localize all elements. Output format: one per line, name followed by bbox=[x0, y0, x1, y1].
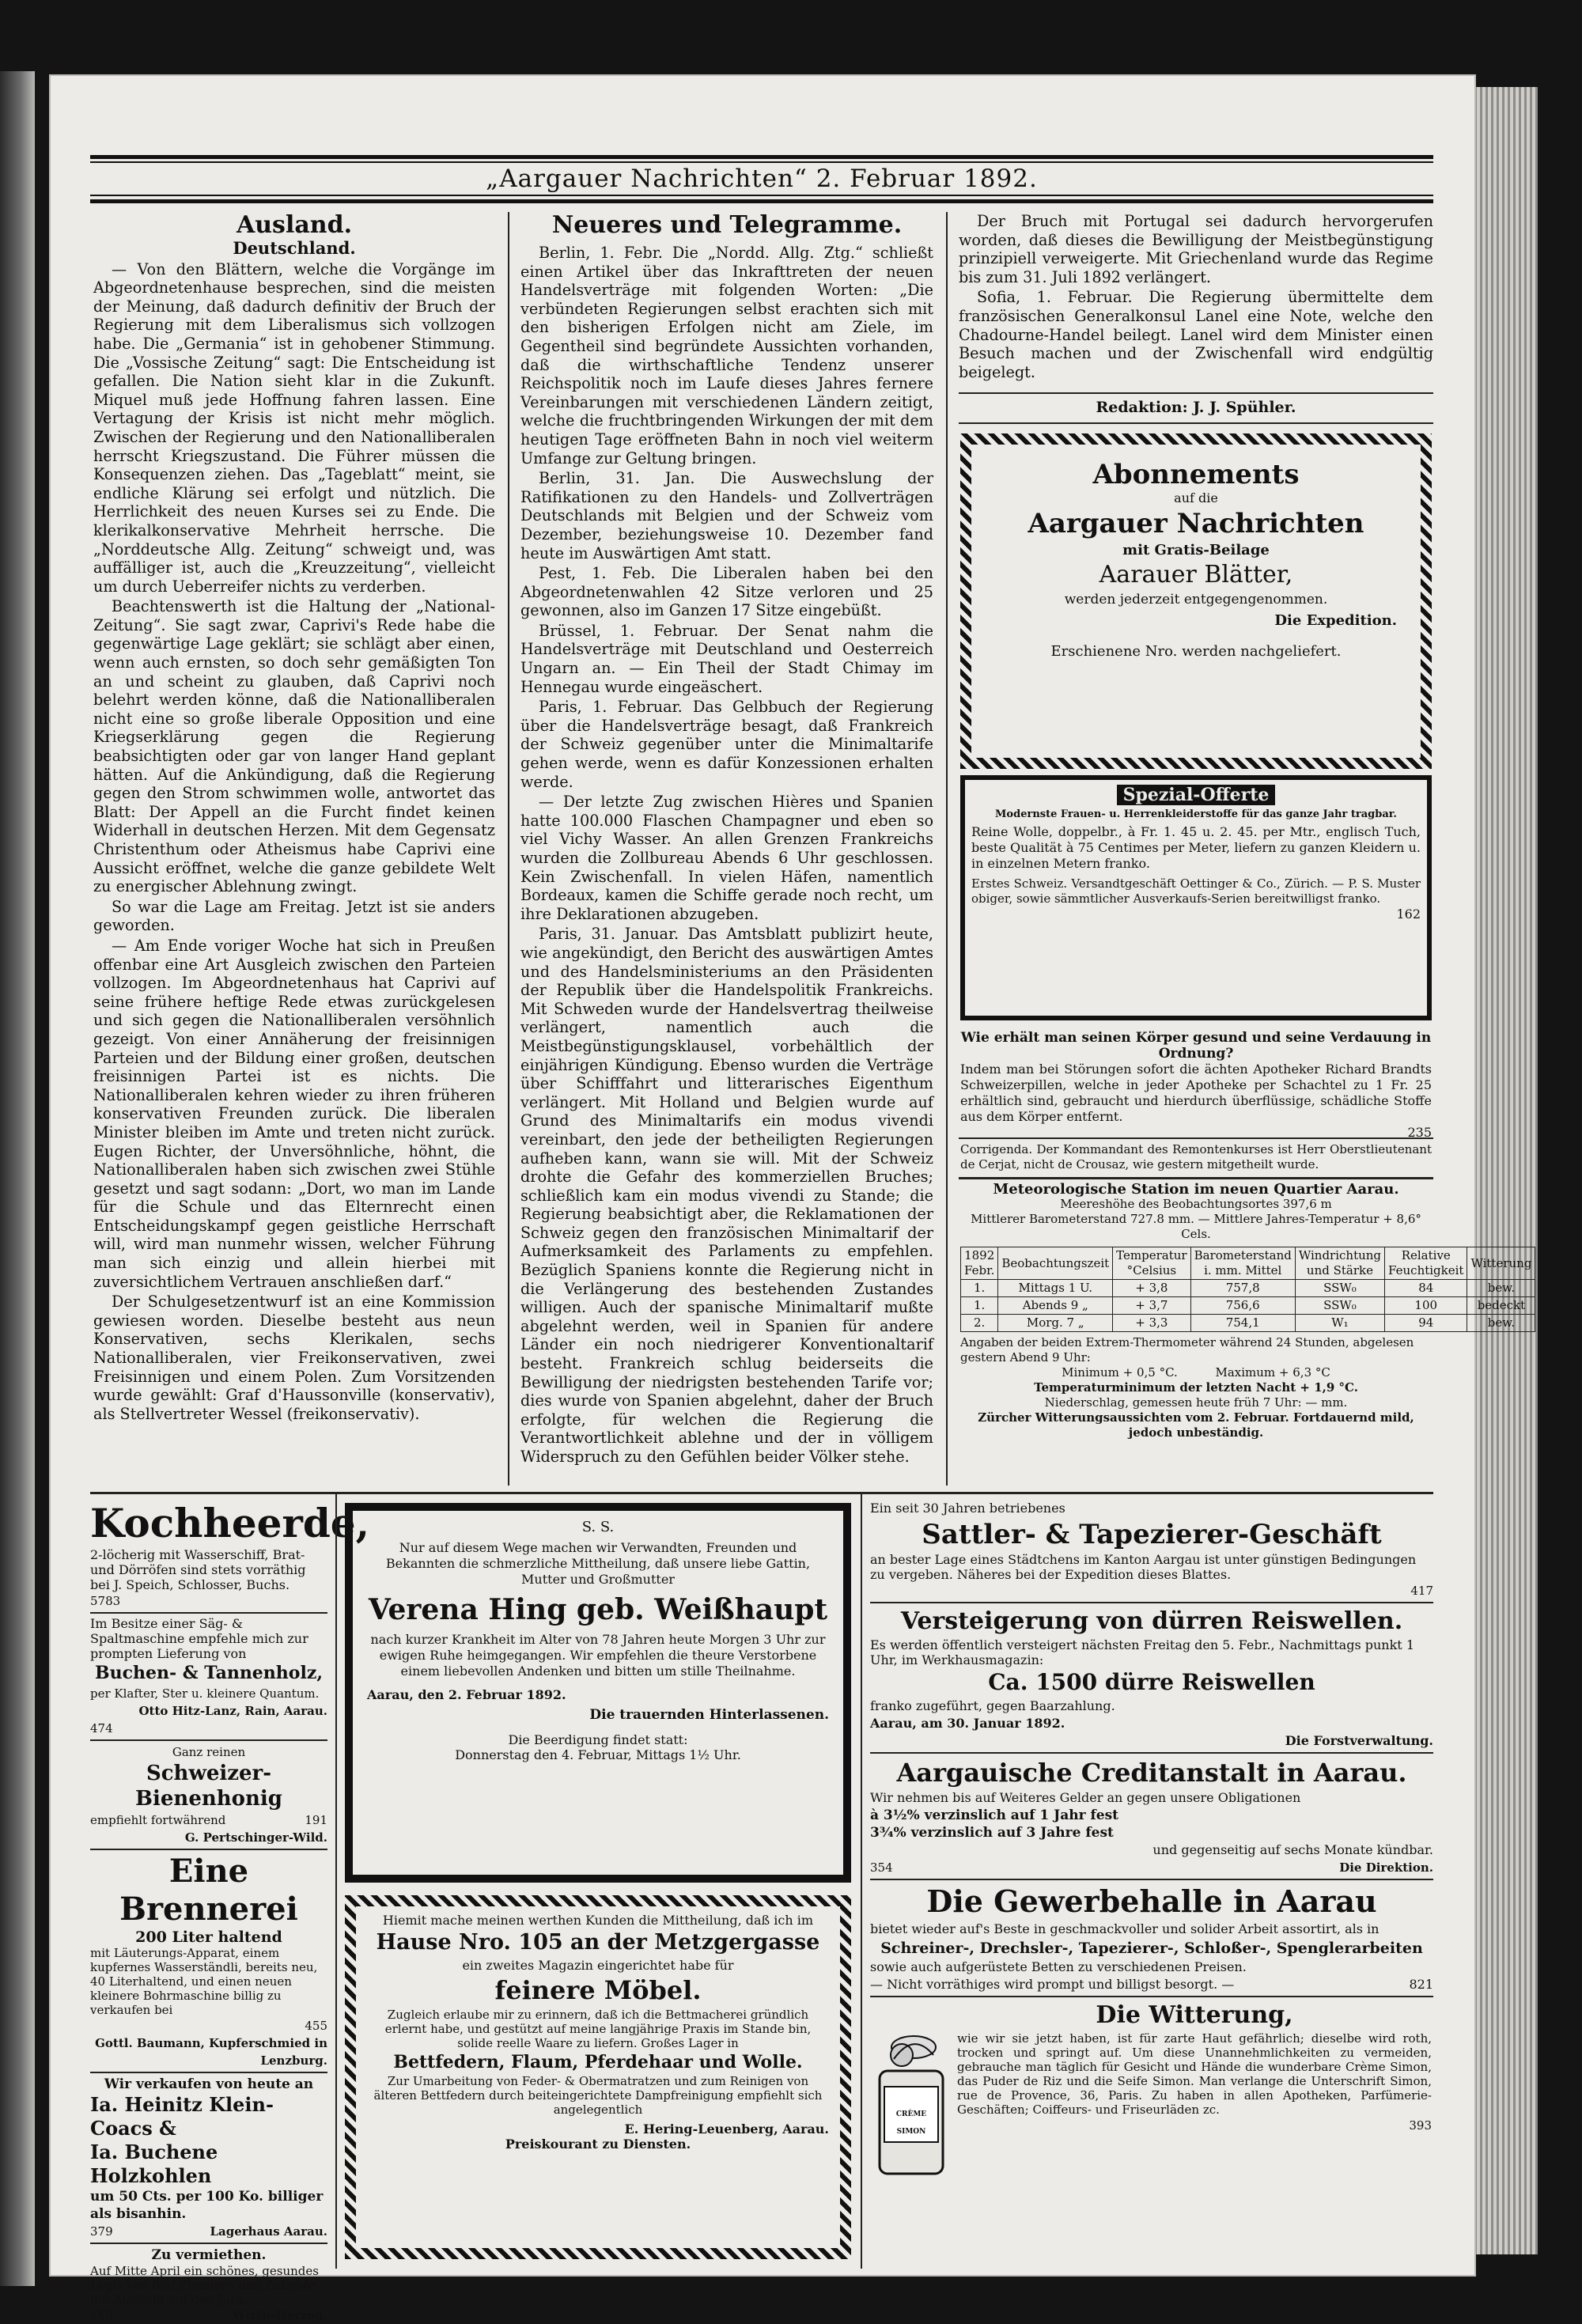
column-ausland bbox=[93, 212, 495, 1486]
ad-number: 821 bbox=[1409, 1977, 1433, 1992]
rule bbox=[959, 422, 1433, 424]
header-rule-top bbox=[90, 155, 1433, 159]
funeral-date: Donnerstag den 4. Februar, Mittags 1½ Uhr. bbox=[455, 1747, 741, 1762]
page-header: „Aargauer Nachrichten“ 2. Februar 1892. bbox=[486, 165, 1038, 193]
meteo-line: Mittlerer Barometerstand 727.8 mm. — Mittlere Jahres-Temperatur + 8,6° Cels. bbox=[971, 1212, 1421, 1241]
corrigenda: Corrigenda. Der Kommandant des Remontenkurses ist Herr Oberstlieutenant de Cerjat, nicht de Crousaz, wie gestern mitgetheilt wurde. bbox=[960, 1142, 1432, 1171]
credit-firm: Die Direktion. bbox=[1339, 1860, 1433, 1875]
rule bbox=[870, 1879, 1433, 1880]
meteo-cell: 94 bbox=[1385, 1315, 1467, 1332]
honig-firm: G. Pertschinger-Wild. bbox=[184, 1830, 327, 1845]
redaktion-line: Redaktion: J. J. Spühler. bbox=[1096, 399, 1296, 416]
rule bbox=[959, 1137, 1433, 1139]
meteo-cell: Mittags 1 U. bbox=[998, 1280, 1113, 1297]
death-notice-date: Aarau, den 2. Februar 1892. bbox=[367, 1687, 566, 1702]
telegram-paragraph: Brüssel, 1. Februar. Der Senat nahm die Handelsverträge mit Deutschland und Oesterreich Ungarn an. — Ein Theil der Stadt Chimay im Hennegau wurde eingeäschert. bbox=[520, 621, 933, 696]
section-subtitle-deutschland: Deutschland. bbox=[233, 238, 356, 258]
rule bbox=[870, 1602, 1433, 1603]
brennerei-sub: 200 Liter haltend bbox=[135, 1928, 282, 1946]
meteo-col-header: Temperatur °Celsius bbox=[1113, 1247, 1190, 1280]
header-rule-top-thin bbox=[90, 161, 1433, 163]
moebel-mid: ein zweites Magazin eingerichtet habe für bbox=[462, 1958, 734, 1973]
meteo-cell: SSW₀ bbox=[1295, 1297, 1384, 1315]
telegram-paragraph: — Der letzte Zug zwischen Hières und Spanien hatte 100.000 Flaschen Champagner und eben so viel Vichy Wasser. An allen Grenzen Frankreichs wurden die Zollbureau Abends 6 Uhr geschlossen. Kein Zwischenfall. In vielen Häfen, namentlich Bordeaux, kamen die Schiffe gerade noch recht, um ihre Deklarationen abzugeben. bbox=[520, 793, 933, 923]
meteo-cell: SSW₀ bbox=[1295, 1280, 1384, 1297]
koerper-ad bbox=[960, 1030, 1432, 1141]
ad-number: 474 bbox=[90, 1721, 113, 1735]
witterung-body: wie wir sie jetzt haben, ist für zarte Haut gefährlich; dieselbe wird roth, trocken und springt auf. Um diese Unannehmlichkeiten zu vermeiden, gebrauche man täglich für Gesicht und Hände die wunderbare Crème Simon, das Puder de Riz und die Seife Simon. Man verlange die Unterschrift Simon, rue de Provence, 36, Paris. Zu haben in allen Apotheken, Parfümerie-Geschäften; Coiffeurs- und Friseurläden zc. bbox=[957, 2031, 1432, 2117]
gewerbe-body: bietet wieder auf's Beste in geschmackvoller und solider Arbeit assortirt, als in bbox=[870, 1921, 1380, 1936]
article-paragraph: — Am Ende voriger Woche hat sich in Preußen offenbar eine Art Ausgleich zwischen den Parteien vollzogen. Im Abgeordnetenhaus hat Caprivi auf seine frühere heftige Rede etwas zurückgelesen und sich gegen die Nationalliberalen versöhnlich gezeigt. Von einer Annäherung der freisinnigen Parteien und der Bildung einer großen, deutschen freisinnigen Partei ist es nichts. Die Nationalliberalen kehren wieder zu ihren früheren konservativen Freunden zurück. Die liberalen Minister bleiben im Amte und treten nicht zurück. Eugen Richter, der Unversöhnliche, höhnt, die Nationalliberalen haben sich zwischen zwei Stühle gesetzt und sagt sodann: „Dort, wo man im Lande für die Schule und das Elternrecht einen Entscheidungskampf gegen geistliche Herrschaft will, wird man nunmehr wissen, welcher Führung man sich einzig und allein hierbei mit zuversichtlichem Vertrauen anschließen darf.“ bbox=[93, 936, 495, 1291]
moebel-product2: Bettfedern, Flaum, Pferdehaar und Wolle. bbox=[393, 2052, 803, 2072]
meteo-table bbox=[960, 1247, 1535, 1332]
jar-icon bbox=[870, 2023, 949, 2182]
column-neueres bbox=[520, 212, 933, 1486]
abonnement-line: mit Gratis-Beilage bbox=[1122, 542, 1270, 558]
meteo-cell: 1. bbox=[961, 1297, 998, 1315]
ad-number: 354 bbox=[870, 1860, 893, 1875]
credit-terms: und gegenseitig auf sechs Monate kündbar. bbox=[1152, 1842, 1433, 1857]
reiswellen-body: Es werden öffentlich versteigert nächsten Freitag den 5. Febr., Nachmittags punkt 1 Uhr, im Werkhausmagazin: bbox=[870, 1637, 1414, 1667]
kochheerde-title: Kochheerde, bbox=[90, 1500, 370, 1546]
meteo-outlook: Zürcher Witterungsaussichten vom 2. Februar. Fortdauernd mild, jedoch unbeständig. bbox=[978, 1410, 1414, 1440]
ad-number: 379 bbox=[90, 2224, 113, 2239]
credit-rate: à 3½% verzinslich auf 1 Jahr fest bbox=[870, 1807, 1119, 1823]
article-paragraph: Der Bruch mit Portugal sei dadurch hervorgerufen worden, daß dieses die Bewilligung der Meistbegünstigung prinzipiell verweigerte. Mit Griechenland wurde das Regime bis zum 31. Juli 1892 verlängert. bbox=[959, 212, 1433, 286]
telegram-paragraph: Paris, 31. Januar. Das Amtsblatt publizirt heute, wie angekündigt, den Bericht des auswärtigen Amtes und des Handelsministeriums an den Präsidenten der Republik über die Handelspolitik Frankreichs. Mit Schweden wurde der Handelsvertrag theilweise verlängert, namentlich auch die Meistbegünstigungsklausel, vorbehältlich der einjährigen Kündigung. Ebenso wurden die Verträge über Schifffahrt und litterarisches Eigenthum verlängert. Mit Holland und Belgien wurde auf Grund des Minimaltarifs ein modus vivendi vereinbart, den jede der betheiligten Regierungen aufheben kann, wann sie will. Mit der Schweiz drohte die Gefahr des kommerziellen Bruches; schließlich kam ein modus vivendi zu Stande; die Regierung beabsichtigt aber, die Reklamationen der Schweiz gegen den französischen Minimaltarif der Aufmerksamkeit des Parlaments zu empfehlen. Bezüglich Spaniens konnte die Regierung nicht in die Verlängerung des bestehenden Zustandes willigen. Auch der spanische Minimaltarif mußte abgelehnt werden, weil in Spanien für andere Länder ein noch niedrigerer Konventionaltarif besteht. Frankreich schlug beiderseits die Bewilligung der niedrigsten bestehenden Tarife vor; dies wurde von Spanien abgelehnt, daher der Bruch erfolgte, für welchen die Regierung die Verantwortlichkeit ablehne und der in völligem Widerspruch zu den Gefühlen beider Völker stehe. bbox=[520, 925, 933, 1466]
reiswellen-body2: franko zugeführt, gegen Baarzahlung. bbox=[870, 1698, 1115, 1713]
abonnement-line: werden jederzeit entgegengenommen. bbox=[1064, 592, 1328, 607]
spezial-title: Spezial-Offerte bbox=[1117, 785, 1275, 805]
meteo-extrem: Angaben der beiden Extrem-Thermometer während 24 Stunden, abgelesen gestern Abend 9 Uhr: bbox=[960, 1335, 1414, 1364]
reiswellen-firm: Die Forstverwaltung. bbox=[1285, 1733, 1433, 1748]
moebel-product: feinere Möbel. bbox=[494, 1975, 702, 2005]
right-ads-column bbox=[870, 1500, 1433, 2259]
vermiethen-title: Zu vermiethen. bbox=[151, 2247, 267, 2263]
spezial-firm: Erstes Schweiz. Versandtgeschäft Oettinger & Co., Zürich. — P. S. Muster obiger, sowie sämmtlicher Ausverkaufs-Serien bereitwilligst franko. bbox=[971, 876, 1421, 906]
rule bbox=[870, 1752, 1433, 1754]
meteo-cell: 1. bbox=[961, 1280, 998, 1297]
honig-body: empfiehlt fortwährend bbox=[90, 1813, 226, 1827]
sattler-body: an bester Lage eines Städtchens im Kanton Aargau ist unter günstigen Bedingungen zu vergeben. Näheres bei der Expedition dieses Blattes. bbox=[870, 1552, 1417, 1582]
death-notice bbox=[345, 1503, 851, 1883]
section-title-ausland: Ausland. bbox=[236, 211, 353, 239]
rule bbox=[959, 392, 1433, 394]
abonnement-title: Abonnements bbox=[1092, 459, 1300, 490]
kochheerde-body: 2-löcherig mit Wasserschiff, Brat- und Dörröfen sind stets vorräthig bei J. Speich, Schlosser, Buchs. bbox=[90, 1547, 306, 1592]
meteo-col-header: Relative Feuchtigkeit bbox=[1385, 1247, 1467, 1280]
gewerbe-title: Die Gewerbehalle in Aarau bbox=[926, 1883, 1377, 1919]
meteo-cell: 84 bbox=[1385, 1280, 1467, 1297]
newspaper-page bbox=[51, 76, 1532, 2322]
gewerbe-trades: Schreiner-, Drechsler-, Tapezierer-, Schloßer-, Spenglerarbeiten bbox=[880, 1940, 1423, 1957]
meteo-table-row bbox=[961, 1315, 1535, 1332]
column-divider bbox=[335, 1493, 337, 2269]
book-spine bbox=[0, 71, 35, 2286]
meteo-cell: bew. bbox=[1467, 1315, 1535, 1332]
rule bbox=[90, 1739, 327, 1741]
moebel-body2: Zur Umarbeitung von Feder- & Obermatratzen und zum Reinigen von älteren Bettfedern durch beiteingerichtete Dampfreinigung empfiehlt sich angelegentlich bbox=[373, 2074, 823, 2117]
meteo-cell: 2. bbox=[961, 1315, 998, 1332]
meteo-precip: Niederschlag, gemessen heute früh 7 Uhr: — mm. bbox=[1044, 1395, 1348, 1410]
column-divider bbox=[946, 212, 948, 1486]
ad-number: 455 bbox=[305, 2019, 327, 2033]
left-ads-column bbox=[90, 1500, 370, 2322]
moebel-ad bbox=[345, 1895, 851, 2259]
saeg-body2: per Klafter, Ster u. kleinere Quantum. bbox=[90, 1686, 320, 1701]
kohlen-line: Ia. Buchene Holzkohlen bbox=[90, 2140, 218, 2187]
saeg-product: Buchen- & Tannenholz, bbox=[95, 1663, 323, 1683]
section-rule bbox=[90, 1492, 1433, 1494]
header-rule-bottom-thin bbox=[90, 195, 1433, 196]
abonnement-footer: Erschienene Nro. werden nachgeliefert. bbox=[1050, 643, 1342, 660]
spezial-subtitle: Modernste Frauen- u. Herrenkleiderstoffe für das ganze Jahr tragbar. bbox=[995, 808, 1397, 820]
section-title-neueres: Neueres und Telegramme. bbox=[551, 211, 903, 239]
rule bbox=[90, 2243, 327, 2244]
meteo-col-header: Beobachtungszeit bbox=[998, 1247, 1113, 1280]
moebel-foot: Preiskourant zu Diensten. bbox=[505, 2137, 691, 2152]
rule bbox=[90, 1612, 327, 1614]
saeg-body: Im Besitze einer Säg- & Spaltmaschine empfehle mich zur prompten Lieferung von bbox=[90, 1616, 308, 1661]
meteo-cell: W₁ bbox=[1295, 1315, 1384, 1332]
ad-number: 5783 bbox=[90, 1594, 121, 1608]
meteo-cell: 757,8 bbox=[1190, 1280, 1295, 1297]
meteo-cell: bedeckt bbox=[1467, 1297, 1535, 1315]
moebel-firm: E. Hering-Leuenberg, Aarau. bbox=[624, 2122, 829, 2137]
meteo-table-row bbox=[961, 1297, 1535, 1315]
rule bbox=[90, 1849, 327, 1850]
reiswellen-product: Ca. 1500 dürre Reiswellen bbox=[988, 1669, 1315, 1695]
vermiethen-body: Auf Mitte April ein schönes, gesundes Logis von fünf Zimmern und Zubehör mit Aussicht auf den Jura. bbox=[90, 2264, 319, 2307]
meteo-cell: + 3,8 bbox=[1113, 1280, 1190, 1297]
article-paragraph: — Von den Blättern, welche die Vorgänge im Abgeordnetenhause besprechen, sind die meisten der Meinung, daß dadurch definitiv der Bruch der Regierung mit dem Liberalismus sich vollzogen habe. Die „Germania“ ist in gehobener Stimmung. Die „Vossische Zeitung“ sagt: Die Entscheidung ist gefallen. Die Nation sieht klar in die Zukunft. Miquel muß jede Hoffnung fahren lassen. Eine Vertagung der Krisis ist nicht mehr möglich. Zwischen der Regierung und den Nationalliberalen herrscht Kriegszustand. Die Führer müssen die Konsequenzen ziehen. Das „Tageblatt“ meint, sie endliche Klärung sei erfolgt und nützlich. Die Herrlichkeit des neuen Kurses sei zu Ende. Die klerikalkonservative Mehrheit herrsche. Die „Norddeutsche Allg. Zeitung“ schweigt und, was auffälliger ist, auch die „Kreuzzeitung“, vielleicht um durch Ueberreifer nichts zu verderben. bbox=[93, 259, 495, 596]
meteo-col-header: Witterung bbox=[1467, 1247, 1535, 1280]
meteo-cell: 756,6 bbox=[1190, 1297, 1295, 1315]
spezial-body: Reine Wolle, doppelbr., à Fr. 1. 45 u. 2. 45. per Mtr., englisch Tuch, beste Qualität à 75 Centimes per Meter, liefern zu ganzen Kleidern u. in einzelnen Metern franko. bbox=[971, 824, 1421, 871]
ad-number: 235 bbox=[1407, 1125, 1432, 1140]
kohlen-line: um 50 Cts. per 100 Ko. billiger als bisanhin. bbox=[90, 2189, 324, 2222]
article-paragraph: So war die Lage am Freitag. Jetzt ist sie anders geworden. bbox=[93, 897, 495, 935]
saeg-firm: Otto Hitz-Lanz, Rain, Aarau. bbox=[138, 1704, 327, 1718]
reiswellen-title: Versteigerung von dürren Reiswellen. bbox=[900, 1607, 1403, 1635]
credit-body: Wir nehmen bis auf Weiteres Gelder an gegen unsere Obligationen bbox=[870, 1790, 1301, 1805]
abonnement-line: auf die bbox=[1174, 490, 1218, 505]
witterung-ad bbox=[870, 2000, 1433, 2197]
article-paragraph: Sofia, 1. Februar. Die Regierung übermittelte dem französischen Generalkonsul Lanel eine Note, welche den Chadourne-Handel beilegt. Lanel wird dem Minister einen Besuch machen und der Zwischenfall wird endgültig beigelegt. bbox=[959, 288, 1433, 381]
abonnement-signature: Die Expedition. bbox=[1274, 612, 1397, 629]
brennerei-body: mit Läuterungs-Apparat, einem kupfernes Wasserständli, bereits neu, 40 Literhaltend, und einen neuen kleinere Bohrmaschine billig zu verkaufen bei bbox=[90, 1946, 318, 2017]
meteo-col-header: Windrichtung und Stärke bbox=[1295, 1247, 1384, 1280]
ad-number: 393 bbox=[1409, 2118, 1432, 2133]
column-divider bbox=[508, 212, 509, 1486]
header-rule-bottom bbox=[90, 199, 1433, 203]
kohlen-firm: Lagerhaus Aarau. bbox=[210, 2224, 327, 2239]
meteo-col-header: Barometerstand i. mm. Mittel bbox=[1190, 1247, 1295, 1280]
telegram-paragraph: Paris, 1. Februar. Das Gelbbuch der Regierung über die Handelsverträge besagt, daß Frankreich der Schweiz gegenüber unter die Minimaltarife gehen werde, wenn es dafür Konzessionen erhalten werde. bbox=[520, 698, 933, 791]
deceased-name: Verena Hing geb. Weißhaupt bbox=[368, 1593, 828, 1626]
meteo-table-header bbox=[961, 1247, 1535, 1280]
koerper-title: Wie erhält man seinen Körper gesund und seine Verdauung in Ordnung? bbox=[960, 1030, 1432, 1062]
credit-rate: 3¾% verzinslich auf 3 Jahre fest bbox=[870, 1825, 1114, 1841]
gewerbe-body2: sowie auch aufgerüstete Betten zu verschiedenen Preisen. bbox=[870, 1959, 1247, 1974]
meteo-line: Meereshöhe des Beobachtungsortes 397,6 m bbox=[1060, 1197, 1332, 1211]
ad-number: 191 bbox=[305, 1813, 327, 1827]
meteo-night: Temperaturminimum der letzten Nacht + 1,9 °C. bbox=[1034, 1380, 1358, 1395]
death-notice-signature: Die trauernden Hinterlassenen. bbox=[589, 1707, 829, 1723]
ad-number: 466 bbox=[90, 2308, 113, 2322]
ad-number: 162 bbox=[1396, 907, 1421, 922]
meteo-cell: 754,1 bbox=[1190, 1315, 1295, 1332]
meteo-cell: + 3,7 bbox=[1113, 1297, 1190, 1315]
meteo-table-row bbox=[961, 1280, 1535, 1297]
abonnement-box bbox=[960, 433, 1432, 769]
funeral-line: Die Beerdigung findet statt: bbox=[508, 1732, 688, 1747]
credit-title: Aargauische Creditanstalt in Aarau. bbox=[896, 1758, 1407, 1788]
meteo-station bbox=[960, 1181, 1532, 1440]
honig-pre: Ganz reinen bbox=[172, 1745, 246, 1759]
abonnement-newspaper-name: Aargauer Nachrichten bbox=[1028, 508, 1364, 539]
column-divider bbox=[861, 1493, 862, 2269]
meteo-cell: + 3,3 bbox=[1113, 1315, 1190, 1332]
sattler-pre: Ein seit 30 Jahren betriebenes bbox=[870, 1501, 1065, 1516]
moebel-body: Zugleich erlaube mir zu erinnern, daß ich die Bettmacherei gründlich erlernt habe, und gestützt auf meine langjährige Praxis im Stande bin, solide reelle Waare zu liefern. Großes Lager in bbox=[384, 2008, 812, 2050]
kohlen-line: Ia. Heinitz Klein-Coacs & bbox=[90, 2093, 274, 2140]
koerper-body: Indem man bei Störungen sofort die ächten Apotheker Richard Brandts Schweizerpillen, welche in jeder Apotheke per Schachtel zu 1 Fr. 25 erhältlich sind, gebraucht und hierdurch überflüssige, schädliche Stoffe aus dem Körper entfernt. bbox=[960, 1062, 1432, 1124]
abonnement-supplement-name: Aarauer Blätter, bbox=[1099, 561, 1293, 589]
article-paragraph: Beachtenswerth ist die Haltung der „National-Zeitung“. Sie sagt zwar, Caprivi's Rede habe die gegenwärtige Lage geklärt; sie schlägt aber einen, wenn auch ernsten, so doch sehr gemäßigten Ton an und scheint zu glauben, daß Caprivi noch belehrt werden könne, daß die Nationalliberalen nicht eine so große liberale Opposition und eine Kriegserklärung gegen die Regierung beabsichtigten oder gar von langer Hand geplant hätten. Auf die Ankündigung, daß die Regierung gegen den Strom schwimmen wolle, antwortet das Blatt: Der Appell an die Furcht findet keinen Widerhall in deutschen Herzen. Mit dem Gegensatz Christenthum oder Atheismus habe Caprivi eine Aussicht eröffnet, welche die ganze gebildete Welt zu energischer Ablehnung zwingt. bbox=[93, 597, 495, 896]
vermiethen-firm: Wirth-Herzog. bbox=[232, 2308, 327, 2322]
kohlen-pre: Wir verkaufen von heute an bbox=[104, 2076, 314, 2092]
death-notice-initials: S. S. bbox=[581, 1519, 615, 1535]
reiswellen-date: Aarau, am 30. Januar 1892. bbox=[870, 1716, 1065, 1731]
telegram-paragraph: Berlin, 1. Febr. Die „Nordd. Allg. Ztg.“ schließt einen Artikel über das Inkrafttreten der neuen Handelsverträge mit folgenden Worten: „Die verbündeten Regierungen selbst erachten sich mit den bisherigen Erfolgen nicht am Ziele, im Gegentheil sind begründete Aussichten vorhanden, daß die wirthschaftliche Tendenz unserer Reichspolitik noch im Laufe dieses Jahres fernere Vereinbarungen mit verschiedenen Ländern zeitigt, welche die fruchtbringenden Wirkungen der mit dem heutigen Tage eröffneten Bahn in noch viel weiterm Umfange zur Geltung bringen. bbox=[520, 244, 933, 467]
rule bbox=[90, 2072, 327, 2073]
rule bbox=[959, 1177, 1433, 1179]
telegram-paragraph: Pest, 1. Feb. Die Liberalen haben bei den Abgeordnetenwahlen 42 Sitze verloren und 25 gewonnen, also im Ganzen 17 Sitze eingebüßt. bbox=[520, 564, 933, 620]
honig-product: Schweizer-Bienenhonig bbox=[135, 1762, 282, 1811]
page-edges bbox=[1474, 87, 1538, 2254]
meteo-cell: bew. bbox=[1467, 1280, 1535, 1297]
meteo-minmax: Minimum + 0,5 °C. Maximum + 6,3 °C bbox=[1062, 1365, 1330, 1380]
rule bbox=[870, 1996, 1433, 1997]
article-paragraph: Der Schulgesetzentwurf ist an eine Kommission gewiesen worden. Dieselbe besteht aus neun Konservativen, sechs Klerikalen, sechs Nationalliberalen, vier Freikonservativen, zwei Freisinnigen und einem Polen. Zum Vorsitzenden wurde gewählt: Graf d'Haussonville (konservativ), als Stellvertreter Wessel (freikonservativ). bbox=[93, 1293, 495, 1423]
meteo-cell: Abends 9 „ bbox=[998, 1297, 1113, 1315]
meteo-cell: Morg. 7 „ bbox=[998, 1315, 1113, 1332]
brennerei-title: Eine Brennerei bbox=[119, 1853, 298, 1928]
gewerbe-body3: — Nicht vorräthiges wird prompt und billigst besorgt. — bbox=[870, 1977, 1235, 1992]
meteo-title: Meteorologische Station im neuen Quartier Aarau. bbox=[993, 1181, 1399, 1198]
meteo-col-header: 1892 Febr. bbox=[961, 1247, 998, 1280]
moebel-address: Hause Nro. 105 an der Metzgergasse bbox=[376, 1930, 820, 1955]
creme-jar-illustration bbox=[870, 2023, 949, 2182]
death-notice-intro: Nur auf diesem Wege machen wir Verwandten, Freunden und Bekannten die schmerzliche Mittheilung, daß unsere liebe Gattin, Mutter und Großmutter bbox=[385, 1540, 811, 1587]
meteo-cell: 100 bbox=[1385, 1297, 1467, 1315]
sattler-title: Sattler- & Tapezierer-Geschäft bbox=[922, 1519, 1382, 1550]
spezial-offerte-ad bbox=[960, 775, 1432, 1020]
telegram-paragraph: Berlin, 31. Jan. Die Auswechslung der Ratifikationen zu den Handels- und Zollverträgen Deutschlands mit Belgien und der Schweiz vom Dezember, beziehungsweise 10. Dezember fand heute im Auswärtigen Amt statt. bbox=[520, 469, 933, 562]
ad-number: 417 bbox=[1410, 1584, 1433, 1598]
moebel-intro: Hiemit mache meinen werthen Kunden die Mittheilung, daß ich im bbox=[382, 1913, 814, 1928]
jar-label: CRÈME SIMON bbox=[895, 2110, 927, 2136]
death-notice-body: nach kurzer Krankheit im Alter von 78 Jahren heute Morgen 3 Uhr zur ewigen Ruhe heimgegangen. Wir empfehlen die theure Verstorbene einem liebevollen Andenken und bitten um stille Theilnahme. bbox=[370, 1632, 826, 1679]
brennerei-firm: Gottl. Baumann, Kupferschmied in Lenzburg. bbox=[95, 2036, 327, 2068]
witterung-title: Die Witterung, bbox=[1096, 2001, 1293, 2029]
